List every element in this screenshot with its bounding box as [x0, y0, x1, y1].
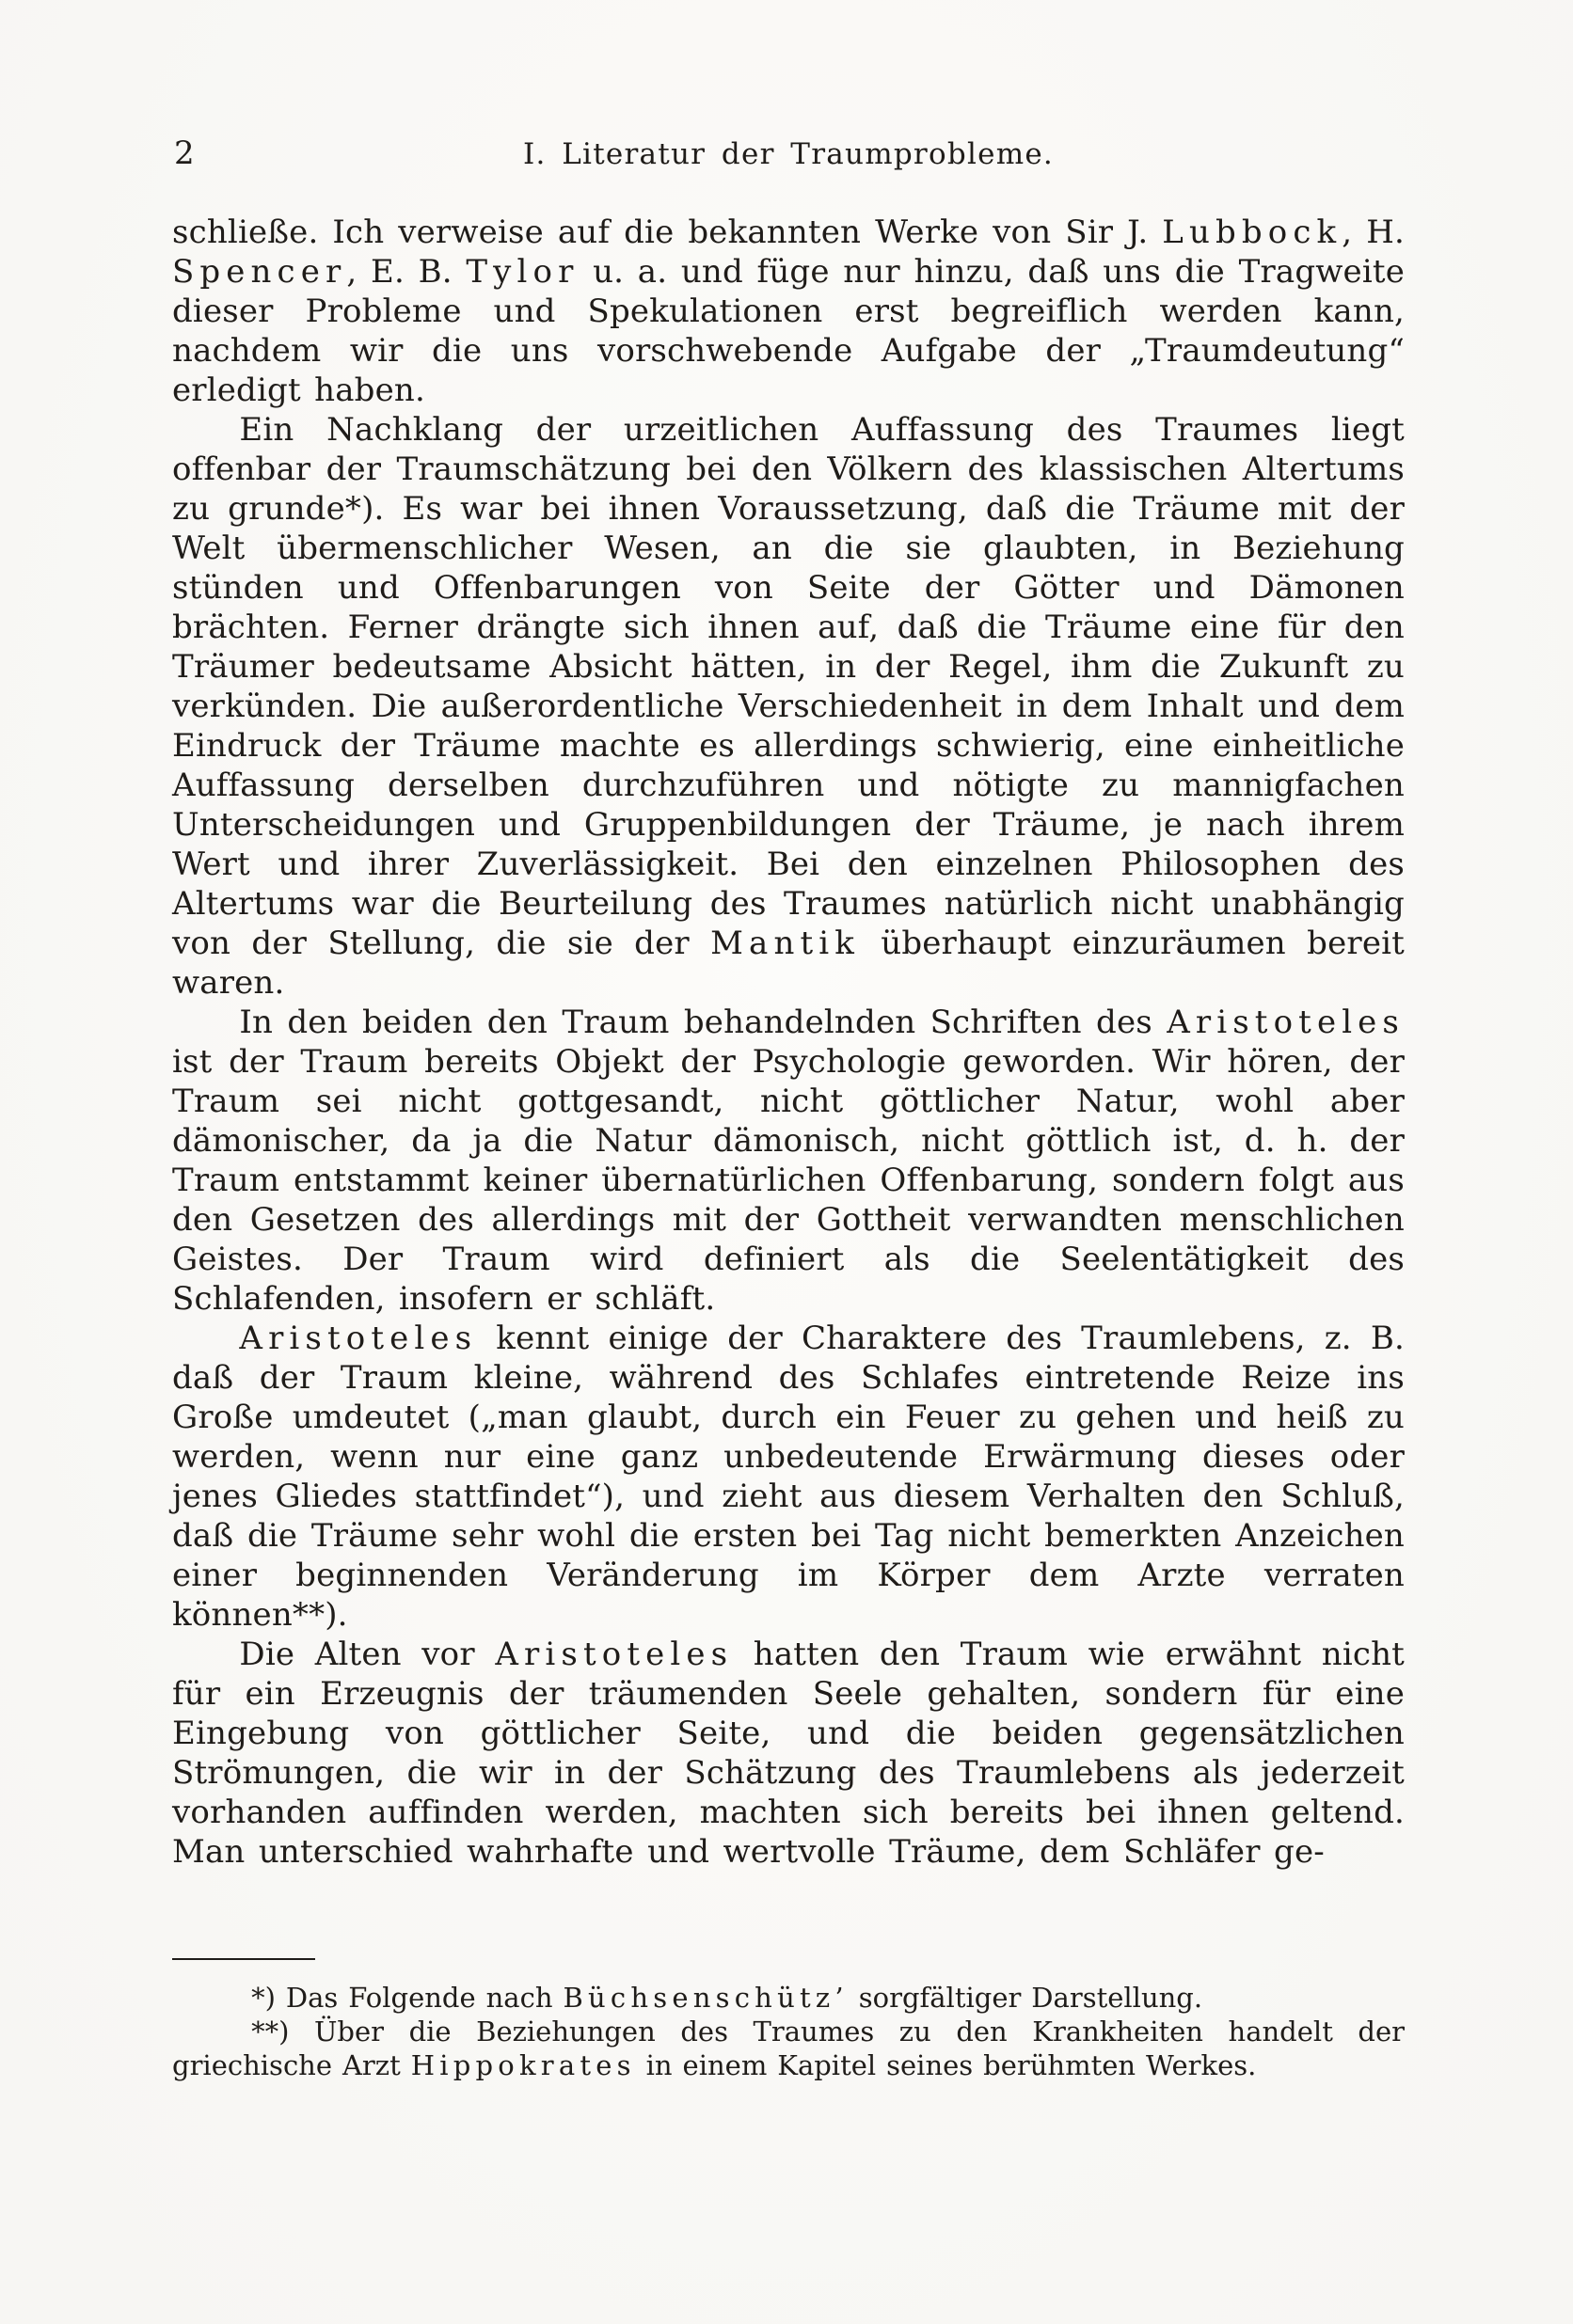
page-number: 2	[174, 134, 195, 172]
text-run: in einem Kapitel seines berühmten Werkes.	[635, 2049, 1257, 2081]
emphasized-name: Mantik	[710, 925, 860, 962]
body-paragraph	[172, 1003, 1405, 1319]
footnote	[172, 2015, 1405, 2082]
text-run: Ein Nachklang der urzeitlichen Auffassung des Traumes liegt offenbar der Traumschätzung bei den Völkern des klassischen Altertums zu grunde*). Es war bei ihnen Voraussetzung, daß die Träume mit der Welt übermenschlicher Wesen, an die sie glaubten, in Beziehung stünden und Offenbarungen von Seite der Götter und Dämonen brächten. Ferner drängte sich ihnen auf, daß die Träume eine für den Träumer bedeutsame Absicht hätten, in der Regel, ihm die Zukunft zu verkünden. Die außerordentliche Verschiedenheit in dem Inhalt und dem Eindruck der Träume machte es allerdings schwierig, eine einheitliche Auffassung derselben durchzuführen und nötigte zu mannigfachen Unterscheidungen und Gruppenbildungen der Träume, je nach ihrem Wert und ihrer Zuverlässigkeit. Bei den einzelnen Philosophen des Altertums war die Beurteilung des Traumes natürlich nicht unabhängig von der Stellung, die sie der	[172, 411, 1405, 962]
emphasized-name: Aristoteles	[239, 1320, 478, 1357]
text-run: , H.	[1342, 213, 1406, 251]
body-paragraph	[172, 213, 1405, 410]
emphasized-name: Büchsenschütz’	[563, 1982, 849, 2014]
text-run: Die Alten vor	[239, 1636, 496, 1673]
text-run: *) Das Folgende nach	[251, 1982, 564, 2014]
text-run: u. a. und füge nur hinzu, daß uns die Tragweite dieser Probleme und Spekulationen erst begreiflich werden kann, nachdem wir die uns vorschwebende Aufgabe der „Traumdeutung“ erledigt haben.	[172, 253, 1405, 409]
text-run: , E. B.	[346, 253, 467, 291]
text-run: ist der Traum bereits Objekt der Psychologie geworden. Wir hören, der Traum sei nicht gottgesandt, nicht göttlicher Natur, wohl aber dämonischer, da ja die Natur dämonisch, nicht göttlich ist, d. h. der Traum entstammt keiner übernatürlichen Offenbarung, sondern folgt aus den Gesetzen des allerdings mit der Gottheit verwandten menschlichen Geistes. Der Traum wird definiert als die Seelentätigkeit des Schlafenden, insofern er schläft.	[172, 1043, 1405, 1318]
text-run: hatten den Traum wie erwähnt nicht für ein Erzeugnis der träumenden Seele gehalten, sondern für eine Eingebung von göttlicher Seite, und die beiden gegensätzlichen Strömungen, die wir in der Schätzung des Traumlebens als jederzeit vorhanden auffinden werden, machten sich bereits bei ihnen geltend. Man unterschied wahrhafte und wertvolle Träume, dem Schläfer ge-	[172, 1636, 1405, 1871]
text-run: überhaupt einzuräumen bereit waren.	[172, 925, 1405, 1002]
body-paragraph	[172, 1635, 1405, 1872]
body-text	[172, 213, 1405, 1872]
emphasized-name: Hippokrates	[410, 2049, 636, 2081]
page-header	[172, 134, 1405, 172]
body-paragraph	[172, 410, 1405, 1003]
text-run: In den beiden den Traum behandelnden Schriften des	[239, 1004, 1168, 1041]
emphasized-name: Tylor	[466, 253, 580, 291]
footnote-separator	[172, 1958, 315, 1960]
text-run: schließe. Ich verweise auf die bekannten Werke von Sir J.	[172, 213, 1163, 251]
emphasized-name: Spencer	[172, 253, 347, 291]
text-run: kennt einige der Charaktere des Traumlebens, z. B. daß der Traum kleine, während des Schlafes eintretende Reize ins Große umdeutet („man glaubt, durch ein Feuer zu gehen und heiß zu werden, wenn nur eine ganz unbedeutende Erwärmung dieses oder jenes Gliedes stattfindet“), und zieht aus diesem Verhalten den Schluß, daß die Träume sehr wohl die ersten bei Tag nicht bemerkten Anzeichen einer beginnenden Veränderung im Körper dem Arzte verraten können**).	[172, 1320, 1405, 1634]
emphasized-name: Lubbock	[1162, 213, 1343, 251]
body-paragraph	[172, 1319, 1405, 1635]
footnotes	[172, 1981, 1405, 2082]
running-title: I. Literatur der Traumprobleme.	[522, 137, 1055, 171]
text-run: sorgfältiger Darstellung.	[848, 1982, 1203, 2014]
emphasized-name: Aristoteles	[1167, 1004, 1405, 1041]
emphasized-name: Aristoteles	[495, 1636, 734, 1673]
text-run: **) Über die Beziehungen des Traumes zu den Krankheiten handelt der griechische Arzt	[172, 2016, 1405, 2081]
footnote	[172, 1981, 1405, 2015]
